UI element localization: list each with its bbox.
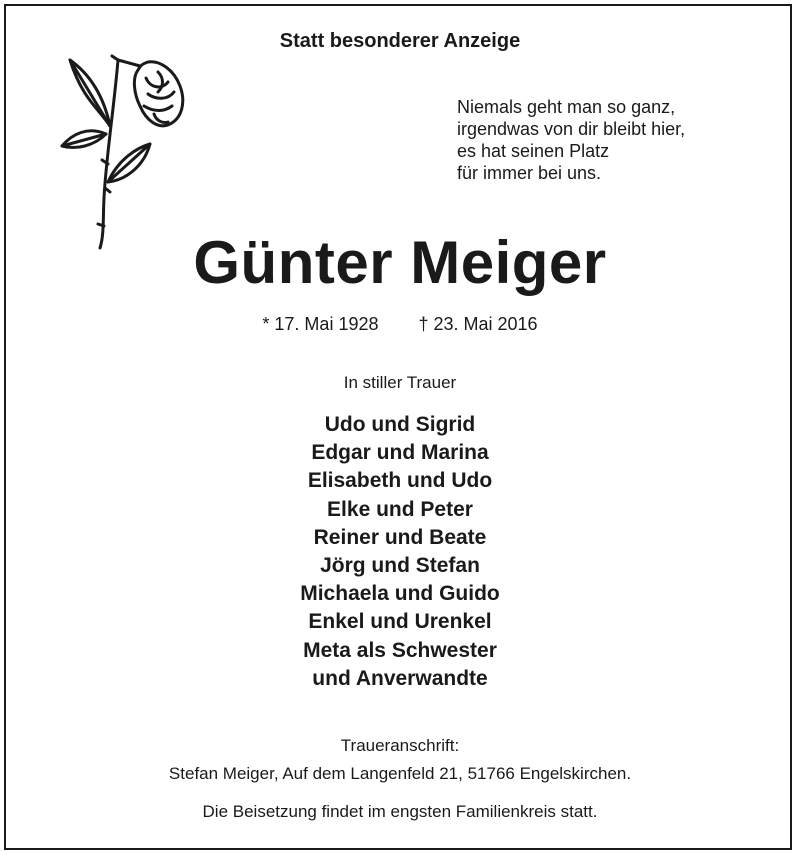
death-date: † 23. Mai 2016 [418, 314, 538, 334]
family-member: und Anverwandte [312, 666, 488, 690]
mourning-address: Stefan Meiger, Auf dem Langenfeld 21, 51766 Engelskirchen. [168, 764, 632, 783]
family-member: Elisabeth und Udo [307, 469, 493, 493]
family-member: Reiner und Beate [313, 525, 487, 549]
family-member: Edgar und Marina [311, 441, 489, 465]
poem-line: irgendwas von dir bleibt hier, [457, 119, 686, 139]
deceased-name: Günter Meiger [193, 229, 607, 296]
poem-line: es hat seinen Platz [457, 141, 610, 161]
mourning-text: In stiller Trauer [343, 373, 457, 392]
family-list [0, 411, 800, 693]
poem-line: für immer bei uns. [457, 163, 602, 183]
family-member: Udo und Sigrid [324, 413, 476, 436]
family-member: Michaela und Guido [300, 582, 500, 606]
poem-line: Niemals geht man so ganz, [457, 97, 676, 117]
burial-note: Die Beisetzung findet im engsten Familienkreis statt. [202, 802, 598, 821]
announcement-heading: Statt besonderer Anzeige [279, 30, 521, 52]
family-member: Elke und Peter [327, 497, 473, 521]
family-member: Jörg und Stefan [320, 554, 480, 578]
address-label: Traueranschrift: [340, 736, 460, 755]
rose-icon [58, 48, 188, 254]
family-member: Meta als Schwester [303, 638, 497, 662]
life-dates [0, 314, 800, 335]
poem [457, 96, 685, 184]
family-member: Enkel und Urenkel [308, 610, 492, 634]
birth-date: * 17. Mai 1928 [262, 314, 379, 334]
